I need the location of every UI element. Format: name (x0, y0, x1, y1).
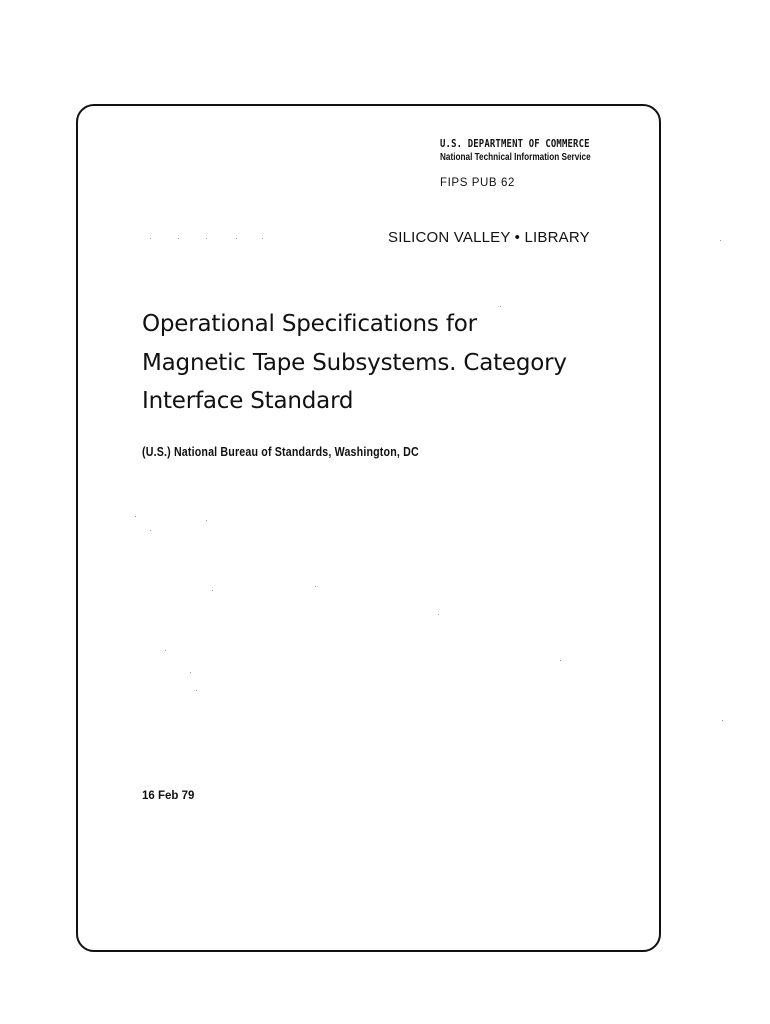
document-title (142, 305, 622, 421)
title-line: Magnetic Tape Subsystems. Category (142, 349, 567, 376)
scan-speck (438, 614, 439, 615)
scan-speck (560, 660, 561, 661)
library-stamp: SILICON VALLEY • LIBRARY (388, 229, 590, 246)
department-name: U.S. DEPARTMENT OF COMMERCE (440, 138, 590, 150)
title-line: Operational Specifications for (142, 311, 477, 337)
scan-speck (196, 690, 197, 691)
scan-speck (212, 590, 213, 591)
scan-speck (262, 238, 263, 239)
scan-speck (178, 238, 179, 239)
scan-speck (236, 238, 237, 239)
publication-date: 16 Feb 79 (142, 790, 195, 802)
scan-speck (722, 720, 723, 721)
scan-speck (206, 520, 207, 521)
scan-speck (135, 516, 136, 517)
scan-speck (150, 530, 151, 531)
scan-speck (165, 650, 166, 651)
scan-speck (720, 240, 721, 241)
author-line: (U.S.) National Bureau of Standards, Washington, DC (142, 444, 419, 459)
scan-speck (315, 586, 316, 587)
service-name: National Technical Information Service (440, 152, 591, 163)
scan-speck (150, 238, 151, 239)
publication-number: FIPS PUB 62 (440, 177, 515, 189)
scan-speck (206, 238, 207, 239)
title-line: Interface Standard (142, 388, 354, 414)
scan-speck (190, 672, 191, 673)
agency-block (440, 138, 640, 189)
scan-speck (500, 306, 501, 307)
